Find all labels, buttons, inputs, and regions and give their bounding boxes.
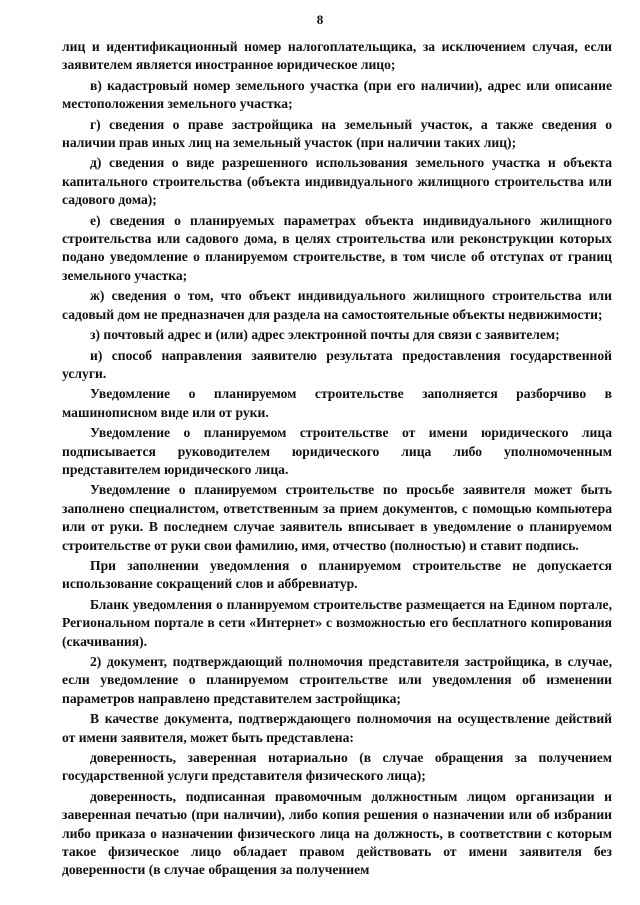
paragraph: Уведомление о планируемом строительстве от имени юридического лица подписывается руководителем юридического лица либо уполномоченным представителем юридического лица. xyxy=(62,425,612,477)
paragraph: и) способ направления заявителю результата предоставления государственной услуги. xyxy=(62,347,612,381)
paragraph: в) кадастровый номер земельного участка (при его наличии), адрес или описание местоположения земельного участка; xyxy=(62,77,612,112)
paragraph: д) сведения о виде разрешенного использования земельного участка и объекта капитального строительства (объекта индивидуального жилищного строительства или садового дома); xyxy=(62,155,612,208)
page-number: 8 xyxy=(316,12,324,27)
paragraph: доверенность, заверенная нотариально (в случае обращения за получением государственной услуги представителя физического лица); xyxy=(62,750,612,784)
paragraph: Уведомление о планируемом строительстве заполняется разборчиво в машинописном виде или от руки. xyxy=(62,386,612,420)
paragraph: В качестве документа, подтверждающего полномочия на осуществление действий от имени заявителя, может быть представлена: xyxy=(62,711,612,745)
paragraph: доверенность, подписанная правомочным должностным лицом организации и заверенная печатью (при наличии), либо копия решения о назначении или об избрании либо приказа о назначении физического лица на должность, в соответствии с которым такое физическое лицо обладает правом действовать от имени заявителя без доверенности (в случае обращения за получением xyxy=(62,788,612,878)
paragraph: ж) сведения о том, что объект индивидуального жилищного строительства или садовый дом не предназначен для раздела на самостоятельные объекты недвижимости; xyxy=(62,288,612,322)
paragraph: 2) документ, подтверждающий полномочия представителя застройщика, в случае, если уведомление о планируемом строительстве или уведомления об изменении параметров направлено представителем застройщика; xyxy=(62,654,612,706)
paragraph: г) сведения о праве застройщика на земельный участок, а также сведения о наличии прав иных лиц на земельный участок (при наличии таких лиц); xyxy=(62,116,612,151)
paragraph: е) сведения о планируемых параметрах объекта индивидуального жилищного строительства или садового дома, в целях строительства или реконструкции которых подано уведомление о планируемом строительстве, в том числе об отступах от границ земельного участка; xyxy=(62,212,612,283)
paragraph: лиц и идентификационный номер налогоплательщика, за исключением случая, если заявителем является иностранное юридическое лицо; xyxy=(62,39,612,73)
paragraph: При заполнении уведомления о планируемом строительстве не допускается использование сокращений слов и аббревиатур. xyxy=(62,557,612,592)
document-body xyxy=(62,38,612,882)
paragraph: з) почтовый адрес и (или) адрес электронной почты для связи с заявителем; xyxy=(90,327,560,343)
paragraph: Бланк уведомления о планируемом строительстве размещается на Едином портале, Региональном портале в сети «Интернет» с возможностью его бесплатного копирования (скачивания). xyxy=(62,596,612,649)
paragraph: Уведомление о планируемом строительстве по просьбе заявителя может быть заполнено специалистом, ответственным за прием документов, с помощью компьютера или от руки. В последнем случае заявитель вписывает в уведомление о планируемом строительстве от руки свои фамилию, имя, отчество (полностью) и ставит подпись. xyxy=(62,482,612,553)
